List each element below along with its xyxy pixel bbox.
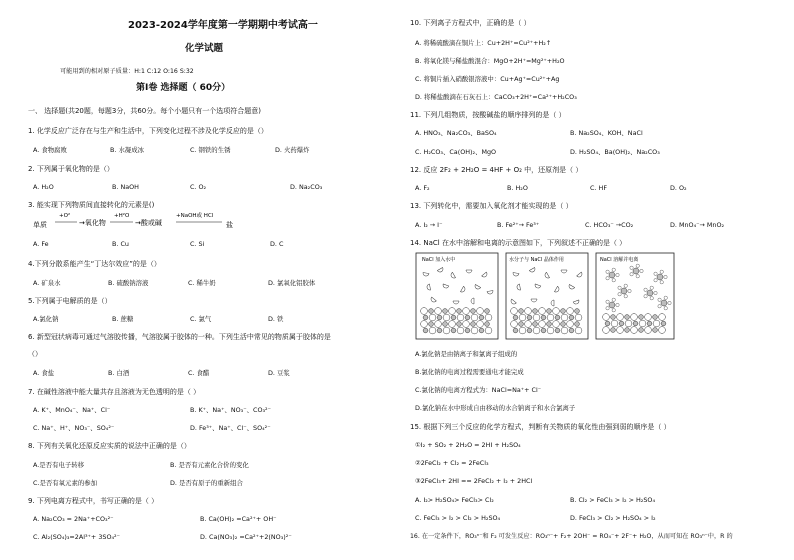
sodium-ion	[575, 309, 580, 314]
option-a: A. H₂O	[33, 183, 54, 191]
chain-condition-2: +H²O	[114, 213, 130, 219]
hydrated-ion-core	[621, 288, 627, 294]
option-b: B. Ca(OH)₂ =Ca²⁺+ OH⁻	[200, 515, 277, 523]
option-b: B. H₂O	[507, 184, 528, 192]
option-b: B. Na₂SO₄、KOH、NaCl	[570, 129, 643, 137]
question-stem: 6. 新型冠状病毒可通过气溶胶传播，气溶胶属于胶体的一种。下列生活中常见的物质属于胶体的是	[28, 333, 331, 341]
hydrating-water	[612, 309, 615, 312]
sodium-ion	[457, 309, 462, 314]
chain-condition-3: +NaOH或 HCl	[176, 213, 214, 219]
chloride-ion	[659, 314, 666, 321]
hydrated-ion-core	[609, 302, 615, 308]
chloride-ion	[645, 327, 652, 334]
hydrating-water	[660, 281, 663, 284]
chloride-ion	[567, 308, 574, 315]
chloride-ion	[539, 308, 546, 315]
hydrating-water	[644, 295, 647, 298]
option-a: A. 将稀硫酸滴在铜片上：Cu+2H⁺=Cu²⁺+H₂↑	[415, 39, 552, 47]
option-b: B.氯化钠的电离过程需要通电才能完成	[415, 368, 524, 376]
sodium-ion	[611, 328, 616, 333]
sodium-ion	[569, 328, 574, 333]
chloride-ion	[471, 327, 478, 334]
option-d: D. Ca(NO₃)₂ =Ca²⁺+2(NO₃)²⁻	[200, 533, 292, 541]
chloride-ion	[429, 327, 436, 334]
chloride-ion	[435, 321, 442, 328]
option-c: C. Al₂(SO₄)₃=2Al³⁺+ 3SO₄²⁻	[33, 533, 120, 541]
question-stem-cont: （）	[28, 350, 42, 358]
hydrating-water	[668, 301, 671, 304]
hydrating-water	[606, 270, 609, 273]
sodium-ion	[429, 322, 434, 327]
sodium-ion	[547, 322, 552, 327]
question-stem: 5.下列属于电解质的是（）	[28, 297, 112, 305]
sodium-ion	[653, 328, 658, 333]
hydrating-water	[664, 307, 667, 310]
sodium-ion	[605, 321, 610, 326]
sodium-ion	[661, 321, 666, 326]
chloride-ion	[485, 327, 492, 334]
option-c: C. Si	[190, 240, 205, 248]
chloride-ion	[463, 308, 470, 315]
chloride-ion	[611, 320, 618, 327]
equation-3: ③2FeCl₃+ 2HI == 2FeCl₂ + I₂ + 2HCl	[415, 477, 533, 485]
hydrated-ion-core	[609, 272, 615, 278]
question-stem: 1. 化学反应广泛存在与生产和生活中，下列变化过程不涉及化学反应的是（）	[28, 127, 268, 135]
hydrating-water	[606, 300, 609, 303]
equation-1: ①I₂ + SO₂ + 2H₂O = 2HI + H₂SO₄	[415, 441, 521, 449]
chloride-ion	[463, 321, 470, 328]
option-d: D. 铁	[268, 315, 284, 323]
question-stem: 7. 在碱性溶液中能大量共存且溶液为无色透明的是（ ）	[28, 388, 201, 396]
sodium-ion	[471, 309, 476, 314]
chloride-ion	[471, 314, 478, 321]
question-stem: 16. 在一定条件下，RO₃ⁿ⁻和 F₂ 可发生反应：RO₃ⁿ⁻+ F₂+ 2OH⁻ = RO₄⁻+ 2F⁻+ H₂O，从而可知在 RO₃ⁿ⁻中，R 的	[410, 533, 733, 540]
option-d: D. O₂	[670, 184, 687, 192]
option-c: C.是否有氧元素的参加	[33, 479, 98, 487]
chloride-ion	[639, 320, 646, 327]
option-d: D. 将稀盐酸滴在石灰石上：CaCO₃+2H⁺=Ca²⁺+H₂CO₃	[415, 93, 577, 101]
option-b: B. Fe²⁺→ Fe³⁺	[497, 221, 540, 229]
hydrating-water	[630, 273, 633, 276]
sodium-ion	[639, 315, 644, 320]
sodium-ion	[575, 322, 580, 327]
option-d: D. C	[270, 240, 284, 248]
sodium-ion	[519, 322, 524, 327]
option-c: C. 稀牛奶	[188, 279, 216, 287]
hydrating-water	[636, 275, 639, 278]
sodium-ion	[569, 315, 574, 320]
water-molecule	[466, 270, 472, 273]
sodium-ion	[451, 328, 456, 333]
conversion-chain	[30, 210, 240, 232]
sodium-ion	[479, 315, 484, 320]
equation-2: ②2FeCl₂ + Cl₂ = 2FeCl₃	[415, 459, 489, 467]
option-c: C. 钢铁的生锈	[190, 146, 231, 154]
hydrating-water	[654, 279, 657, 282]
chloride-ion	[477, 308, 484, 315]
section-title: 第Ⅰ卷 选择题（ 60分）	[136, 83, 231, 93]
sodium-ion	[485, 309, 490, 314]
chloride-ion	[449, 308, 456, 315]
hydrating-water	[654, 291, 657, 294]
sodium-ion	[547, 309, 552, 314]
atomic-masses: 可能用到的相对原子质量：H:1 C:12 O:16 S:32	[60, 68, 194, 75]
water-molecule	[551, 300, 554, 306]
water-molecule	[561, 270, 567, 273]
option-d: D. Fe³⁺、Na⁺、Cl⁻、SO₄²⁻	[190, 424, 271, 432]
question-stem: 15. 根据下列三个反应的化学方程式，判断有关物质的氧化性由强到弱的顺序是（ ）	[410, 423, 671, 431]
sodium-ion	[527, 315, 532, 320]
option-b: B. K⁺、Na⁺、NO₃⁻、CO₃²⁻	[190, 406, 271, 414]
sodium-ion	[423, 328, 428, 333]
sodium-ion	[625, 328, 630, 333]
chloride-ion	[457, 327, 464, 334]
chain-middle-1: →氧化物	[79, 219, 106, 227]
option-a: A. I₂ → I⁻	[415, 221, 443, 229]
nacl-crystal-3	[603, 314, 666, 334]
hydrating-water	[654, 272, 657, 275]
panel-label-1: NaCl 加入水中	[422, 257, 456, 263]
sodium-ion	[443, 322, 448, 327]
option-d: D.氯化钠在水中形成自由移动的水合钠离子和水合氯离子	[415, 404, 576, 412]
sodium-ion	[533, 309, 538, 314]
hydrating-water	[658, 305, 661, 308]
question-stem: 12. 反应 2F₂ + 2H₂O = 4HF + O₂ 中，还原剂是（ ）	[410, 166, 583, 174]
option-a: A. 矿泉水	[33, 279, 61, 287]
hydrating-water	[612, 279, 615, 282]
chloride-ion	[547, 327, 554, 334]
chloride-ion	[561, 314, 568, 321]
option-a: A. 食物腐败	[33, 146, 67, 154]
option-c: C. HF	[590, 184, 608, 192]
question-stem: 13. 下列转化中，需要加入氧化剂才能实现的是（ ）	[410, 202, 573, 210]
sodium-ion	[443, 309, 448, 314]
option-a: A. Na₂CO₃ = 2Na⁺+CO₃²⁻	[33, 515, 114, 523]
hydrated-ion-core	[647, 290, 653, 296]
sodium-ion	[541, 315, 546, 320]
option-b: B. NaOH	[112, 183, 139, 191]
hydrating-water	[650, 297, 653, 300]
option-d: D. 豆浆	[268, 369, 290, 377]
chloride-ion	[645, 314, 652, 321]
option-b: B. 将氧化镁与稀盐酸混合：MgO+2H⁺=Mg²⁺+H₂O	[415, 57, 565, 65]
option-a: A.氯化钠是由钠离子和氯离子组成的	[415, 350, 518, 358]
option-c: C. O₂	[190, 183, 207, 191]
chloride-ion	[511, 321, 518, 328]
water-molecule	[531, 299, 537, 302]
chain-condition-1: +O²	[59, 213, 71, 219]
hydrating-water	[628, 289, 631, 292]
hydrating-water	[630, 266, 633, 269]
option-c: C. FeCl₃ > I₂ > Cl₂ > H₂SO₄	[415, 514, 501, 522]
question-stem: 9. 下列电离方程式中，书写正确的是（ ）	[28, 497, 159, 505]
sodium-ion	[513, 328, 518, 333]
chloride-ion	[631, 314, 638, 321]
option-c: C. Na⁺、H⁺、NO₃⁻、SO₄²⁻	[33, 424, 115, 432]
sodium-ion	[519, 309, 524, 314]
question-stem: 11. 下列几组物质，按酸碱盐的顺序排列的是（ ）	[410, 111, 566, 119]
sodium-ion	[561, 322, 566, 327]
chloride-ion	[561, 327, 568, 334]
option-a: A. F₂	[415, 184, 430, 192]
hydrating-water	[616, 303, 619, 306]
sodium-ion	[485, 322, 490, 327]
sodium-ion	[633, 321, 638, 326]
sodium-ion	[647, 321, 652, 326]
sodium-ion	[555, 315, 560, 320]
hydrating-water	[618, 293, 621, 296]
option-b: B. Cu	[112, 240, 129, 248]
chloride-ion	[429, 314, 436, 321]
chloride-ion	[533, 327, 540, 334]
section-intro: 一、 选择题(共20题，每题3分，共60分。每个小题只有一个选项符合题意)	[28, 107, 261, 115]
option-d: D. 火药爆炸	[275, 146, 310, 154]
chloride-ion	[553, 321, 560, 328]
chloride-ion	[449, 321, 456, 328]
chloride-ion	[547, 314, 554, 321]
option-a: A.氯化钠	[33, 315, 59, 323]
hydrated-ion-core	[657, 274, 663, 280]
sodium-ion	[619, 321, 624, 326]
hydrating-water	[640, 269, 643, 272]
chloride-ion	[539, 321, 546, 328]
hydrating-water	[636, 264, 639, 267]
sodium-ion	[625, 315, 630, 320]
option-a: A. HNO₃、Na₂CO₃、BaSO₄	[415, 129, 497, 137]
chloride-ion	[575, 314, 582, 321]
hydrating-water	[606, 307, 609, 310]
nacl-dissolution-diagram	[414, 251, 676, 343]
question-stem: 10. 下列离子方程式中，正确的是（ ）	[410, 19, 531, 27]
chloride-ion	[421, 308, 428, 315]
sodium-ion	[471, 322, 476, 327]
sodium-ion	[437, 328, 442, 333]
sodium-ion	[527, 328, 532, 333]
option-d: D. 是否有原子的重新组合	[170, 479, 243, 487]
option-b: B. 白酒	[108, 369, 130, 377]
hydrating-water	[612, 298, 615, 301]
chloride-ion	[631, 327, 638, 334]
chloride-ion	[519, 327, 526, 334]
subject-title: 化学试题	[185, 43, 224, 54]
sodium-ion	[465, 315, 470, 320]
option-d: D. FeCl₃ > Cl₂ > H₂SO₄ > I₂	[570, 514, 656, 522]
hydrating-water	[618, 286, 621, 289]
chloride-ion	[525, 321, 532, 328]
water-molecule	[453, 301, 459, 304]
chain-end: 盐	[226, 221, 233, 229]
option-a: A. K⁺、MnO₄⁻、Na⁺、Cl⁻	[33, 406, 111, 414]
chloride-ion	[421, 321, 428, 328]
hydrating-water	[644, 288, 647, 291]
chloride-ion	[625, 320, 632, 327]
sodium-ion	[561, 309, 566, 314]
option-d: D. 氯氧化铝胶体	[268, 279, 316, 287]
sodium-ion	[479, 328, 484, 333]
hydrating-water	[650, 286, 653, 289]
question-stem: 4.下列分散系能产生“丁达尔效应”的是（）	[28, 260, 161, 268]
exam-title: 2023-2024学年度第一学期期中考试高一	[128, 20, 318, 31]
chloride-ion	[485, 314, 492, 321]
water-molecule	[471, 298, 474, 304]
chloride-ion	[617, 314, 624, 321]
question-stem: 14. NaCl 在水中溶解和电离的示意图如下，下列叙述不正确的是（ ）	[410, 239, 627, 247]
option-d: D. Na₂CO₃	[290, 183, 323, 191]
chloride-ion	[553, 308, 560, 315]
chloride-ion	[511, 308, 518, 315]
hydrating-water	[658, 298, 661, 301]
sodium-ion	[437, 315, 442, 320]
hydrating-water	[664, 275, 667, 278]
sodium-ion	[555, 328, 560, 333]
option-c: C. HCO₃⁻ →CO₂	[585, 221, 634, 229]
chain-middle-2: →酸或碱	[135, 219, 162, 227]
option-d: D. MnO₄⁻→ MnO₂	[670, 221, 725, 229]
question-stem: 3. 能实现下列物质间直接转化的元素是()	[28, 201, 155, 209]
option-c: C. H₂CO₃、Ca(OH)₂、MgO	[415, 148, 497, 156]
sodium-ion	[541, 328, 546, 333]
option-d: D. H₂SO₄、Ba(OH)₂、Na₂CO₃	[570, 148, 660, 156]
sodium-ion	[533, 322, 538, 327]
chloride-ion	[477, 321, 484, 328]
chain-start: 单质	[33, 221, 47, 229]
hydrated-ion-core	[661, 300, 667, 306]
question-stem: 8. 下列有关氧化还原反应实质的说法中正确的是（）	[28, 442, 191, 450]
option-c: C. 氯气	[190, 315, 212, 323]
hydrating-water	[624, 284, 627, 287]
hydrating-water	[612, 268, 615, 271]
chloride-ion	[519, 314, 526, 321]
sodium-ion	[513, 315, 518, 320]
option-a: A. I₂> H₂SO₄> FeCl₃> Cl₂	[415, 496, 494, 504]
chloride-ion	[659, 327, 666, 334]
option-a: A.是否有电子转移	[33, 461, 85, 469]
chloride-ion	[603, 327, 610, 334]
sodium-ion	[465, 328, 470, 333]
chloride-ion	[443, 314, 450, 321]
chloride-ion	[533, 314, 540, 321]
option-b: B. 是否有元素化合价的变化	[170, 461, 249, 469]
option-a: A. 食盐	[33, 369, 55, 377]
option-b: B. 蔗糖	[112, 315, 134, 323]
option-c: C.氯化钠的电离方程式为：NaCl=Na⁺+ Cl⁻	[415, 386, 542, 394]
sodium-ion	[429, 309, 434, 314]
chloride-ion	[457, 314, 464, 321]
chloride-ion	[525, 308, 532, 315]
chloride-ion	[567, 321, 574, 328]
sodium-ion	[611, 315, 616, 320]
chloride-ion	[575, 327, 582, 334]
sodium-ion	[423, 315, 428, 320]
panel-label-2: 水分子与 NaCl 晶体作用	[509, 257, 564, 263]
option-c: C. 将铜片插入硝酸银溶液中：Cu+Ag⁺=Cu²⁺+Ag	[415, 75, 560, 83]
option-b: B. Cl₂ > FeCl₃ > I₂ > H₂SO₄	[570, 496, 656, 504]
sodium-ion	[451, 315, 456, 320]
option-b: B. 硫酸钠溶液	[108, 279, 149, 287]
sodium-ion	[639, 328, 644, 333]
sodium-ion	[653, 315, 658, 320]
option-a: A. Fe	[33, 240, 49, 248]
question-stem: 2. 下列属于氧化物的是（）	[28, 165, 114, 173]
chloride-ion	[443, 327, 450, 334]
chloride-ion	[435, 308, 442, 315]
panel-label-3: NaCl 溶解并电离	[600, 257, 639, 263]
hydrated-ion-core	[633, 268, 639, 274]
chloride-ion	[653, 320, 660, 327]
chloride-ion	[617, 327, 624, 334]
chloride-ion	[603, 314, 610, 321]
hydrating-water	[616, 273, 619, 276]
hydrating-water	[660, 270, 663, 273]
hydrating-water	[606, 277, 609, 280]
option-c: C. 食醋	[188, 369, 210, 377]
hydrating-water	[624, 295, 627, 298]
sodium-ion	[457, 322, 462, 327]
option-b: B. 水凝成冰	[110, 146, 145, 154]
hydrating-water	[664, 296, 667, 299]
